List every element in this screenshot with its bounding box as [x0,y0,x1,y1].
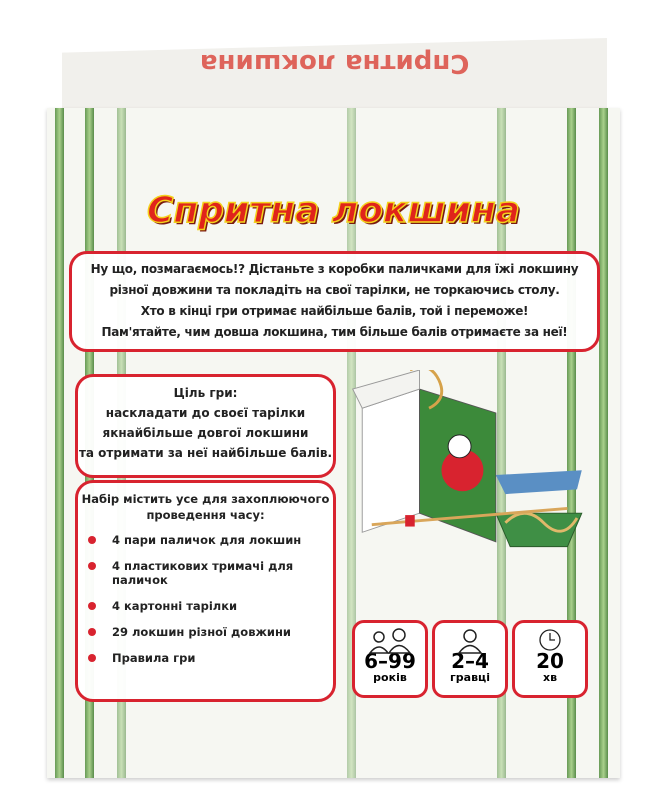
players-badge [432,620,508,698]
intro-line: Пам'ятайте, чим довша локшина, тим більше балів отримаєте за неї! [101,325,568,339]
game-illustration [347,370,597,580]
contents-heading: Набір містить усе для захоплюючого проведення часу: [81,492,330,522]
goal-line: якнайбільше довгої локшини [102,426,309,440]
age-value: 6–99 [364,649,416,673]
time-value: 20 [536,649,564,673]
person-icon [450,627,490,655]
list-item: 4 картонні тарілки [78,599,333,613]
goal-panel [75,374,336,478]
time-badge [512,620,588,698]
players-value: 2–4 [451,649,489,673]
box-top-logo: Спритна локшина [200,48,470,78]
contents-panel [75,480,336,702]
intro-line: Хто в кінці гри отримає найбільше балів, той і переможе! [140,304,529,318]
age-unit: років [373,671,407,684]
time-unit: хв [542,671,558,684]
goal-line: та отримати за неї найбільше балів. [78,446,333,460]
age-badge [352,620,428,698]
players-unit: гравці [450,671,490,684]
game-title: Спритна локшина [146,190,520,231]
clock-icon [535,627,565,655]
two-persons-icon [365,627,415,655]
list-item: Правила гри [78,651,333,665]
box-front [47,108,620,778]
intro-panel [69,251,600,352]
goal-heading: Ціль гри: [173,386,238,400]
list-item: 4 пластикових тримачі для паличок [78,559,333,587]
intro-line: різної довжини та покладіть на свої тарілки, не торкаючись столу. [109,283,560,297]
list-item: 29 локшин різної довжини [78,625,333,639]
intro-line: Ну що, позмагаємось!? Дістаньте з коробки паличками для їжі локшину [90,262,579,276]
list-item: 4 пари паличок для локшин [78,533,333,547]
goal-line: наскладати до своєї тарілки [105,406,306,420]
